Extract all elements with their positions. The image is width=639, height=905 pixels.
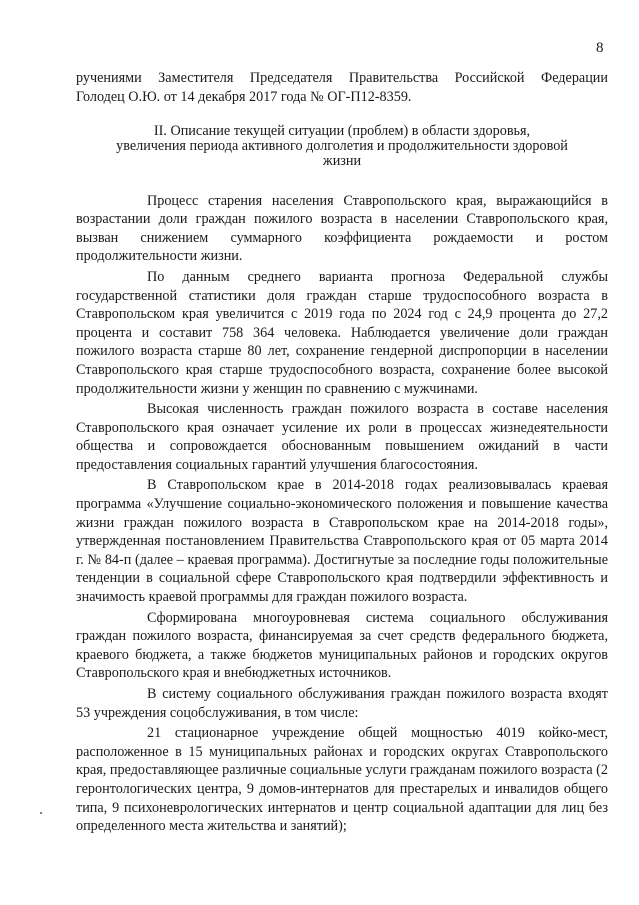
intro-line: Голодец О.Ю. от 14 декабря 2017 года № ОГ-П12-8359. xyxy=(76,88,412,105)
paragraph: Высокая численность граждан пожилого возраста в составе населения Ставропольского края означает усиление их роли в процессах жизнедеятельности общества и сопровождается обоснованным повышением ожиданий в части предоставления социальных гарантий улучшения благосостояния. xyxy=(76,401,608,473)
paragraph: В систему социального обслуживания граждан пожилого возраста входят 53 учреждения соцобслуживания, в том числе: xyxy=(76,686,608,721)
section-heading-line: жизни xyxy=(322,152,362,169)
paragraph: Процесс старения населения Ставропольского края, выражающийся в возрастании доли граждан пожилого возраста в населении Ставропольского края, вызван снижением суммарного коэффициента рождаемости и ростом продолжительности жизни. xyxy=(76,192,608,265)
paragraph: Сформирована многоуровневая система социального обслуживания граждан пожилого возраста, финансируемая за счет средств федерального бюджета, краевого бюджета, а также бюджетов муниципальных районов и городских округов Ставропольского края и внебюджетных источников. xyxy=(76,609,608,682)
section-heading-line: увеличения периода активного долголетия и продолжительности здоровой xyxy=(116,137,568,154)
section-heading xyxy=(76,124,608,168)
section-heading-line: II. Описание текущей ситуации (проблем) в области здоровья, xyxy=(153,123,531,140)
paragraph: 21 стационарное учреждение общей мощностью 4019 койко-мест, расположенное в 15 муниципальных районах и городских округах Ставропольского края, предоставляющее различные социальные услуги гражданам пожилого возраста (2 геронтологических центра, 9 домов-интернатов для престарелых и инвалидов общего типа, 9 психоневрологических интернатов и центр социальной адаптации для лиц без определенного места жительства и занятий); xyxy=(76,725,608,835)
scan-speck xyxy=(40,812,42,814)
paragraph: По данным среднего варианта прогноза Федеральной службы государственной статистики доля граждан старше трудоспособного возраста в Ставропольском края увеличится с 2019 года по 2024 год с 24,9 процента до 27,2 процента и составит 758 364 человека. Наблюдается увеличение доли граждан пожилого возраста старше 80 лет, сохранение гендерной диспропорции в населении Ставропольского края старше трудоспособного возраста, сохранение более высокой продолжительности жизни у женщин по сравнению с мужчинами. xyxy=(76,268,608,397)
page-number: 8 xyxy=(596,40,604,56)
document-body xyxy=(76,69,608,836)
intro-line: ручениями Заместителя Председателя Правительства Российской Федерации xyxy=(76,70,608,86)
paragraph: В Ставропольском крае в 2014-2018 годах реализовывалась краевая программа «Улучшение социально-экономического положения и повышение качества жизни граждан пожилого возраста в Ставропольском крае на 2014-2018 годы», утвержденная постановлением Правительства Ставропольского края от 05 марта 2014 г. № 84-п (далее – краевая программа). Достигнутые за последние годы положительные тенденции в социальной сфере Ставропольского края подтвердили эффективность и значимость краевой программы для граждан пожилого возраста. xyxy=(76,477,608,606)
